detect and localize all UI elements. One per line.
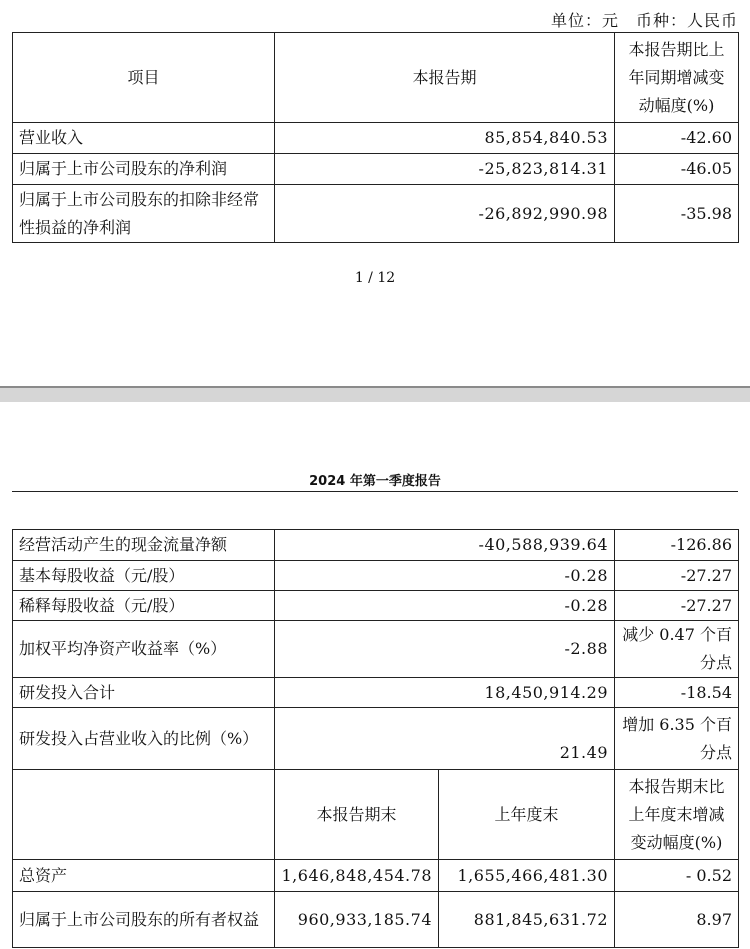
report-header-title: 2024 年第一季度报告 bbox=[309, 474, 441, 489]
row-current: -40,588,939.64 bbox=[275, 530, 615, 561]
table-row bbox=[13, 154, 739, 185]
row-current: -25,823,814.31 bbox=[275, 154, 615, 185]
row-label: 稀释每股收益（元/股） bbox=[13, 591, 275, 621]
row-change: -18.54 bbox=[615, 678, 739, 708]
header-end-current: 本报告期末 bbox=[275, 770, 439, 860]
header-item: 项目 bbox=[13, 33, 275, 123]
row-label: 总资产 bbox=[13, 860, 275, 892]
table-header-row bbox=[13, 770, 739, 860]
page-break-divider bbox=[0, 386, 750, 402]
row-label: 归属于上市公司股东的净利润 bbox=[13, 154, 275, 185]
row-current: -0.28 bbox=[275, 561, 615, 591]
row-label: 加权平均净资产收益率（%） bbox=[13, 621, 275, 678]
row-current: 21.49 bbox=[275, 708, 615, 770]
header-end-last-year: 上年度末 bbox=[439, 770, 615, 860]
row-end-current: 1,646,848,454.78 bbox=[275, 860, 439, 892]
table-row bbox=[13, 530, 739, 561]
header-empty bbox=[13, 770, 275, 860]
header-change: 本报告期末比上年度末增减变动幅度(%) bbox=[615, 770, 739, 860]
table-row bbox=[13, 892, 739, 948]
row-label: 研发投入合计 bbox=[13, 678, 275, 708]
row-change: 增加 6.35 个百分点 bbox=[615, 708, 739, 770]
row-change: - 0.52 bbox=[615, 860, 739, 892]
header-change: 本报告期比上年同期增减变动幅度(%) bbox=[615, 33, 739, 123]
row-change: -126.86 bbox=[615, 530, 739, 561]
unit-currency-note: 单位：元 币种：人民币 bbox=[550, 11, 738, 30]
table-row bbox=[13, 185, 739, 243]
row-change: 减少 0.47 个百分点 bbox=[615, 621, 739, 678]
row-label: 归属于上市公司股东的所有者权益 bbox=[13, 892, 275, 948]
row-label: 经营活动产生的现金流量净额 bbox=[13, 530, 275, 561]
row-end-last-year: 1,655,466,481.30 bbox=[439, 860, 615, 892]
row-change: -42.60 bbox=[615, 123, 739, 154]
row-current: -26,892,990.98 bbox=[275, 185, 615, 243]
header-current-period: 本报告期 bbox=[275, 33, 615, 123]
row-change: -27.27 bbox=[615, 561, 739, 591]
table-row bbox=[13, 561, 739, 591]
row-current: -0.28 bbox=[275, 591, 615, 621]
row-change: -46.05 bbox=[615, 154, 739, 185]
table-row bbox=[13, 123, 739, 154]
row-change: -27.27 bbox=[615, 591, 739, 621]
table-row bbox=[13, 708, 739, 770]
row-current: 18,450,914.29 bbox=[275, 678, 615, 708]
table-row bbox=[13, 621, 739, 678]
key-financial-table-part2 bbox=[12, 529, 739, 948]
table-row bbox=[13, 860, 739, 892]
row-end-current: 960,933,185.74 bbox=[275, 892, 439, 948]
row-change: 8.97 bbox=[615, 892, 739, 948]
row-current: -2.88 bbox=[275, 621, 615, 678]
table-header-row bbox=[13, 33, 739, 123]
page-number: 1 / 12 bbox=[354, 270, 396, 286]
key-financial-table-part1 bbox=[12, 32, 739, 243]
row-label: 归属于上市公司股东的扣除非经常性损益的净利润 bbox=[13, 185, 275, 243]
row-current: 85,854,840.53 bbox=[275, 123, 615, 154]
row-label: 基本每股收益（元/股） bbox=[13, 561, 275, 591]
table-row bbox=[13, 678, 739, 708]
row-end-last-year: 881,845,631.72 bbox=[439, 892, 615, 948]
header-rule bbox=[12, 491, 738, 492]
row-label: 营业收入 bbox=[13, 123, 275, 154]
table-row bbox=[13, 591, 739, 621]
row-change: -35.98 bbox=[615, 185, 739, 243]
row-label: 研发投入占营业收入的比例（%） bbox=[13, 708, 275, 770]
